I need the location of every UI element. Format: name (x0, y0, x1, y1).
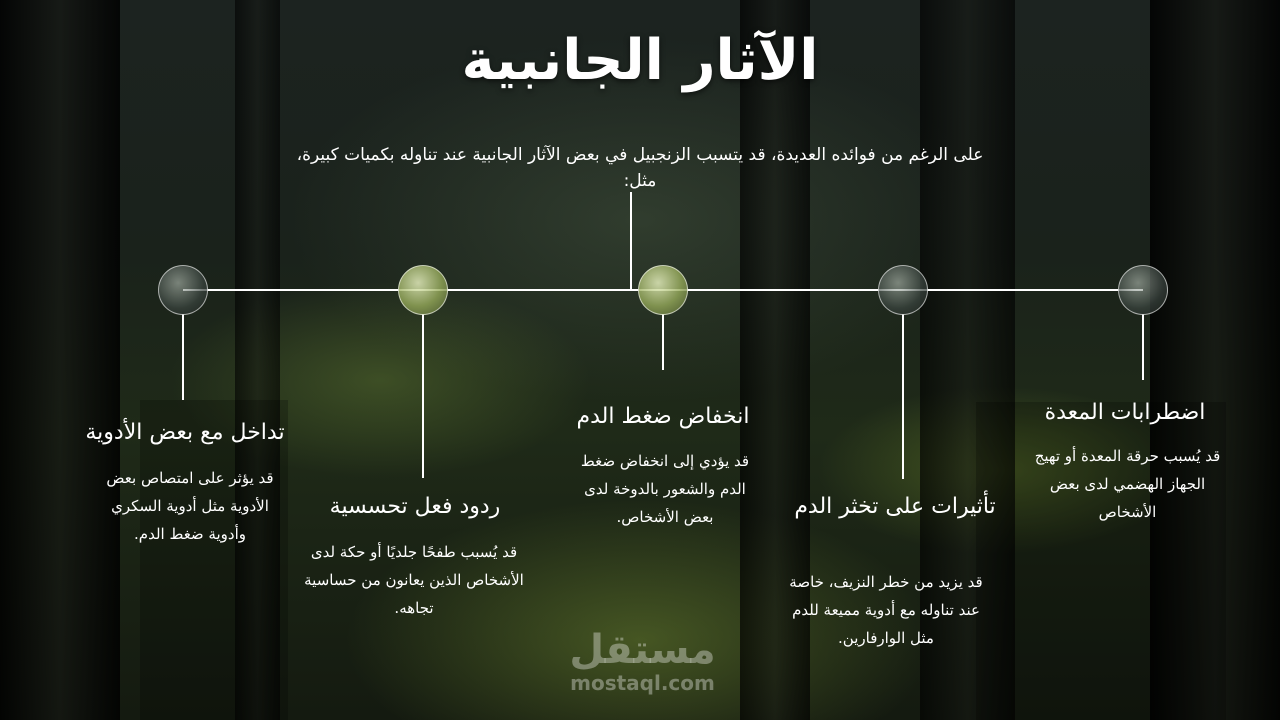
item-heading-3: انخفاض ضغط الدم (576, 404, 750, 429)
item-description-2: قد يُسبب طفحًا جلديًا أو حكة لدى الأشخاص الذين يعانون من حساسية تجاهه. (304, 543, 524, 617)
tree-trunk (0, 0, 120, 720)
connector-1 (182, 314, 184, 400)
timeline-node-4 (878, 265, 928, 315)
slide-title: الآثار الجانبية (461, 28, 819, 93)
item-heading-5: اضطرابات المعدة (1044, 400, 1206, 425)
item-heading-1: تداخل مع بعض الأدوية (85, 420, 285, 445)
item-description-4: قد يزيد من خطر النزيف، خاصة عند تناوله مع أدوية مميعة للدم مثل الوارفارين. (789, 573, 983, 647)
item-heading-2: ردود فعل تحسسية (329, 494, 501, 519)
watermark-latin: mostaql.com (570, 671, 715, 695)
timeline-node-5 (1118, 265, 1168, 315)
timeline-node-2 (398, 265, 448, 315)
item-description-5: قد يُسبب حرقة المعدة أو تهيج الجهاز الهضمي لدى بعض الأشخاص (1034, 447, 1221, 521)
item-description-1: قد يؤثر على امتصاص بعض الأدوية مثل أدوية السكري وأدوية ضغط الدم. (106, 469, 274, 543)
connector-4 (902, 314, 904, 479)
intro-connector (630, 192, 632, 289)
intro-text: على الرغم من فوائده العديدة، قد يتسبب الزنجبيل في بعض الآثار الجانبية عند تناوله بكميات كبيرة، مثل: (296, 145, 984, 191)
connector-2 (422, 314, 424, 478)
connector-5 (1142, 314, 1144, 380)
connector-3 (662, 314, 664, 370)
watermark-arabic: مستقل (569, 627, 716, 673)
item-heading-4: تأثيرات على تخثر الدم (794, 494, 996, 519)
column-shade (140, 400, 288, 720)
item-description-3: قد يؤدي إلى انخفاض ضغط الدم والشعور بالدوخة لدى بعض الأشخاص. (580, 452, 750, 526)
timeline-node-1 (158, 265, 208, 315)
timeline-node-3 (638, 265, 688, 315)
mostaql-watermark (560, 628, 725, 694)
